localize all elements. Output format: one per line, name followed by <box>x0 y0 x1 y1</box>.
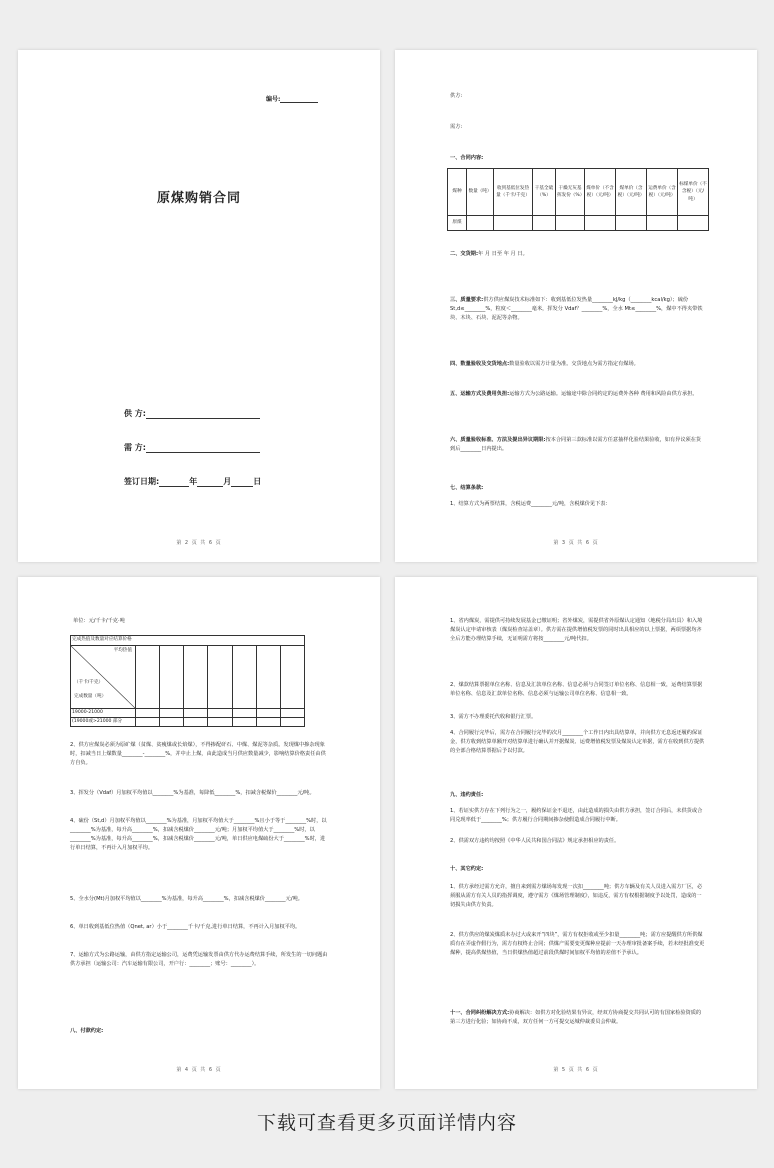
page-contract-content <box>395 50 757 562</box>
unit-line: 单位：元/千卡/千克·吨 <box>73 618 125 624</box>
page-footer: 第 2 页 共 6 页 <box>176 540 222 546</box>
clause-6: 6、单日收到基低位热值（Qnet, ar）小于________千卡/千克,进行单日结算，不再计入月加权平均。 <box>70 924 301 930</box>
contract-number: 编号: <box>266 94 318 103</box>
contract-title: 原煤购销合同 <box>156 191 241 206</box>
settlement-table <box>70 635 305 727</box>
section-3: 三、质量要求:供方供应煤炭技术标准如下：收到基低位发热量________kJ/kg（________kcal/kg）；硫份 St,d≤________%，粒度＜________毫米，挥发分 Vdaf？________%，全水 Mt≤________%，煤中不得夹带铁块、木块、石块、泥泥等杂物。 <box>450 297 703 321</box>
section-6: 六、质量验收标准、方法及提出异议期限:按本合同第三款标准以需方任意抽样化验结果验收，如有异议须在货到后________日内提出。 <box>450 437 702 452</box>
page-terms <box>395 577 757 1089</box>
table-row: 煤种 数量（吨） 收到基低位发热量（千卡/千克） 干基全硫（%） 干燥无灰基挥发份（%） 煤单价（不含税）（元/吨） 煤单价（含税）（元/吨） 运费单价（含税）（元/吨） 标煤单价（不含税）（元/吨） <box>448 169 709 216</box>
page-cover <box>18 50 380 562</box>
breach-clause-1: 1、若证实供方存在下列行为之一，履约保证金不退还，由此造成的损失由供方承担，签订合同后，未供货或合同兑现率低于________%；供方履行合同期间掺杂使假造成合同履行中断。 <box>450 808 703 823</box>
section-7-text: 1、结算方式为两票结算，含税运费________元/吨，含税煤价见下表： <box>450 501 611 507</box>
section-10-heading: 十、其它约定: <box>450 866 484 872</box>
table-row <box>71 646 305 709</box>
contract-table <box>447 168 709 231</box>
other-clause-2: 2、供方供应的煤炭煤质未办过大或来开“四块”，需方有权拒收或至少扣量________吨；需方应提醒供方所供煤质有在弄虚作假行为，需方有权终止合同；供煤产需要变更煤种应提前一天办理审批备案手续，若未经批准变更煤种，提高供煤热值，当日供煤热值超过前段供煤时间加权平均值的差值不予承认。 <box>450 932 705 956</box>
section-5: 五、运输方式及费用负担:运输方式为公路运输。运输途中除合同约定的运费外各种 费用和风险由供方承担。 <box>450 391 698 397</box>
page-footer: 第 5 页 共 6 页 <box>553 1067 599 1073</box>
section-2: 二、交货期:年 月 日至 年 月 日。 <box>450 251 528 257</box>
table-row: 原煤 <box>448 216 709 231</box>
section-8-heading: 八、付款约定: <box>70 1028 104 1034</box>
section-7-heading: 七、结算条款: <box>450 485 484 491</box>
table-row: 19000-21000 <box>71 709 305 718</box>
other-clause-1: 1、供方承经过需方允许，擅自来到需方煤场每发现一次扣________吨；供方车辆及有关人员进入需方厂区，必须服从需方有关人员的指挥调度，遵守需方《煤场管理制度》，如违反，需方有权根据制度予以处罚，造成的一切损失由供方负责。 <box>450 884 703 908</box>
breach-clause-2: 2、供需双方违约均按照《中华人民共和国合同法》规定承担相应的责任。 <box>450 838 620 844</box>
buyer-field: 需 方: <box>124 442 260 453</box>
clause-4: 4、硫份（St,d）月加权平均值以________%为基准，月加权平均值大于________%且小于等于________%时，以________%为基准，每升高________%，扣减含税煤价________元/吨；月加权平均值大于________%时，以________%为基准，每升高________%，扣减含税煤价________元/吨，单日供应电煤硫份大于________%时，进行单日结算，不再计入月加权平均。 <box>70 818 327 851</box>
supplier-line: 供方: <box>450 93 463 99</box>
section-1-heading: 一、合同内容: <box>450 155 484 161</box>
clause-2: 2、供方应煤炭必须为原矿煤（贫煤、贫瘦煤或长焰煤），不得掺配矸石、中煤、煤泥等杂质。发现煤中掺杂现象时，扣减当日上煤数量________-________%，并中止上煤，由此造成当月供应数量减少，影响结算价格责任由供方自负。 <box>70 742 326 766</box>
supplier-field: 供 方: <box>124 408 260 419</box>
section-4: 四、数量验收及交货地点:数量验收以需方计量为准。交货地点为需方指定有煤场。 <box>450 361 639 367</box>
section-11: 十一、合同纠纷解决方式:协商解决：如供方对化验结果有异议，经双方协商提交共同认可的有国家检验资质的第三方进行化验；如协商不成，双方任何一方可提交运城仲裁委员会仲裁。 <box>450 1010 702 1025</box>
clause-3: 3、挥发分（Vdaf）月加权平均值以________%为基准，每降低________%，扣减含税煤价________元/吨。 <box>70 790 315 796</box>
page-footer: 第 4 页 共 6 页 <box>176 1067 222 1073</box>
payment-clause-4: 4、合同履行完毕后，需方在合同履行完毕的次月________个工作日内出具结算单，并向供方无息返还履约保证金，供方收到结算单额开对结算单进行确认并开据煤炭、运费增值税发票及煤炭认定单据，需方在收到供方提供的全部合格结算票据后予以付款。 <box>450 730 705 754</box>
clause-5: 5、全水分(Mt)月加权平均值以________%为基准，每升高________%，扣减含税煤价________元/吨。 <box>70 896 303 902</box>
table-row: (19000或>21000 部分 <box>71 718 305 727</box>
page-settlement <box>18 577 380 1089</box>
payment-clause-1: 1、省内煤炭，需提供可持续发展基金已缴证明；省外煤炭，需提供省外原煤认定通知（地税分局出具）和入境煤炭认定申请审核表（煤炭检查站盖章）。供方需在提供增值税发票的同时出具相应的以上票据，两项票据均齐全后方能办理结算手续，无证明需方将按________元/吨代扣。 <box>450 618 703 642</box>
table-row: 完成热值及数量对应结算价格 <box>71 636 305 646</box>
buyer-line: 需方: <box>450 124 463 130</box>
page-footer: 第 3 页 共 6 页 <box>553 540 599 546</box>
section-9-heading: 九、违约责任: <box>450 792 484 798</box>
table-corner-cell: 平均热值 （千卡/千克） 完成数量（吨） <box>71 646 136 709</box>
payment-clause-2: 2、煤款结算票据单位名称、信息及汇款单位名称、信息必须与合同签订单位名称、信息相一致，运费结算票据单位名称、信息及汇款单位名称、信息必须与运输公司单位名称、信息相一致。 <box>450 682 703 697</box>
clause-7: 7、运输方式为公路运输，由供方指定运输公司，运费凭运输发票由供方代办运费结算手续，所发生的一切问题由供方承担（运输公司：汽车运输有限公司，开户行：________；账号：________）。 <box>70 952 328 967</box>
sign-date-field: 签订日期: 年 月 日 <box>124 477 262 486</box>
download-prompt[interactable]: 下载可查看更多页面详情内容 <box>256 1112 517 1134</box>
payment-clause-3: 3、需方不办理委托代收和银行汇票。 <box>450 714 537 720</box>
